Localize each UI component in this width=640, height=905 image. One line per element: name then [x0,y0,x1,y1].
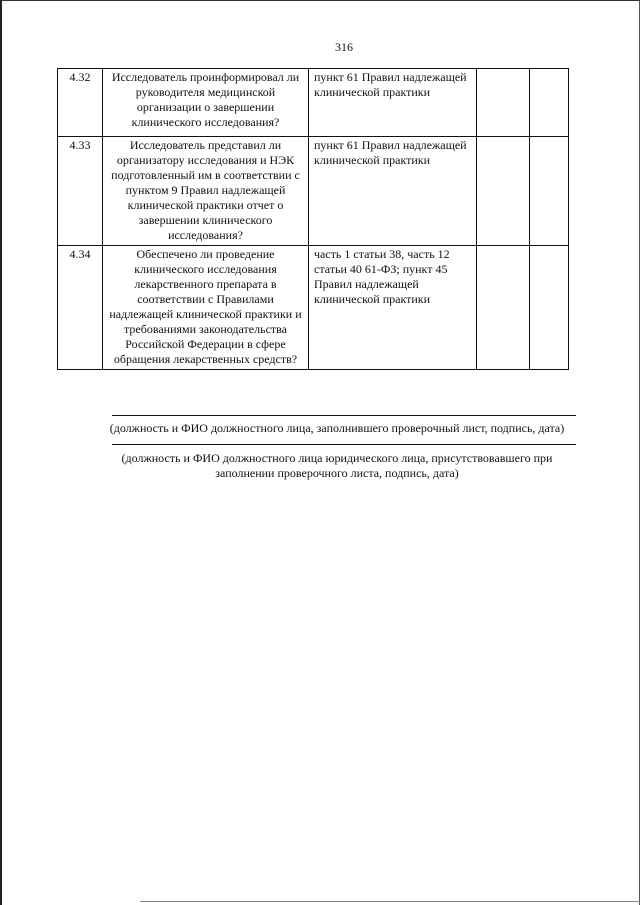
table-row [58,137,569,246]
checklist-table [57,68,569,370]
question-text: Исследователь проинформировал ли руководителя медицинской организации о завершении клинического исследования? [103,69,309,137]
note-cell [530,246,569,370]
official-signature-line [112,415,576,416]
legal-reference: пункт 61 Правил надлежащей клинической практики [309,137,477,246]
legal-entity-signature-line [112,444,576,445]
legal-entity-signature-caption-line2: заполнении проверочного листа, подпись, дата) [215,466,459,480]
question-text: Исследователь представил ли организатору исследования и НЭК подготовленный им в соответствии с пунктом 9 Правил надлежащей клинической практики отчет о завершении клинического исследования? [103,137,309,246]
answer-cell [477,137,530,246]
page-number: 316 [335,40,353,54]
table-row [58,69,569,137]
item-number: 4.33 [58,137,103,246]
legal-reference: пункт 61 Правил надлежащей клинической практики [309,69,477,137]
item-number: 4.32 [58,69,103,137]
question-text: Обеспечено ли проведение клинического исследования лекарственного препарата в соответствии с Правилами надлежащей клинической практики и требованиями законодательства Российской Федерации в сфере обращения лекарственных средств? [103,246,309,370]
legal-entity-signature-caption-line1: (должность и ФИО должностного лица юридического лица, присутствовавшего при [121,451,553,465]
note-cell [530,69,569,137]
page-bottom-edge [140,901,640,902]
legal-reference: часть 1 статьи 38, часть 12 статьи 40 61-ФЗ; пункт 45 Правил надлежащей клинической практики [309,246,477,370]
answer-cell [477,246,530,370]
table-row [58,246,569,370]
note-cell [530,137,569,246]
official-signature-caption: (должность и ФИО должностного лица, заполнившего проверочный лист, подпись, дата) [109,421,565,435]
item-number: 4.34 [58,246,103,370]
answer-cell [477,69,530,137]
